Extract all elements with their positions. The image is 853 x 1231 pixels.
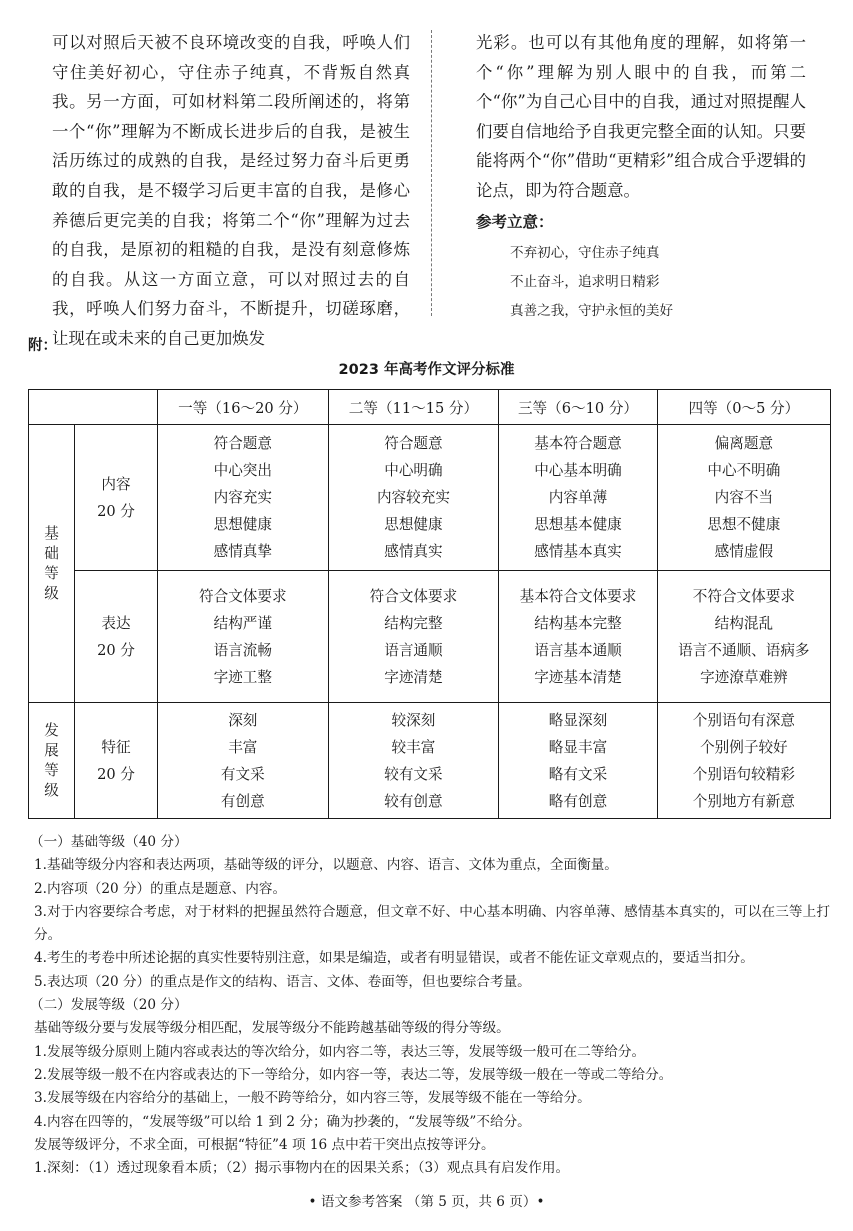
cell: 符合题意 中心明确 内容较充实 思想健康 感情真实 <box>328 425 499 571</box>
category-points: 20 分 <box>97 641 135 659</box>
table-row-content <box>29 425 831 571</box>
category-expression <box>75 571 158 703</box>
rule-line: 3.发展等级在内容给分的基础上，一般不跨等给分，如内容三等，发展等级不能在一等给分。 <box>34 1090 591 1107</box>
rule-line: 3.对于内容要综合考虑，对于材料的把握虽然符合题意，但文章不好、中心基本明确、内容单薄、感情基本真实的，可以在三等上打分。 <box>34 903 830 944</box>
cell: 符合文体要求 结构完整 语言通顺 字迹清楚 <box>328 571 499 703</box>
header-grade-2: 二等（11～15 分） <box>328 390 499 425</box>
level-development: 发展等级 <box>29 703 75 819</box>
rule-line: 1.发展等级分原则上随内容或表达的等次给分，如内容二等，表达三等，发展等级一般可在二等给分。 <box>34 1043 646 1060</box>
rule-line: 1.深刻：（1）透过现象看本质；（2）揭示事物内在的因果关系；（3）观点具有启发作用。 <box>34 1160 570 1177</box>
table-title: 2023 年高考作文评分标准 <box>338 362 515 378</box>
cell: 偏离题意 中心不明确 内容不当 思想不健康 感情虚假 <box>657 425 830 571</box>
header-grade-4: 四等（0～5 分） <box>657 390 830 425</box>
category-feature <box>75 703 158 819</box>
table-row-expression <box>29 571 831 703</box>
right-paragraph: 光彩。也可以有其他角度的理解，如将第一个“你”理解为别人眼中的自我，而第二个“你”为自己心目中的自我，通过对照提醒人们要自信地给予自我更完整全面的认知。只要能将两个“你”借助“更精彩”组合成合乎逻辑的论点，即为符合题意。 <box>476 33 806 200</box>
left-paragraph: 可以对照后天被不良环境改变的自我，呼唤人们守住美好初心，守住赤子纯真，不背叛自然真我。另一方面，可如材料第二段所阐述的，将第一个“你”理解为不断成长进步后的自我，是被生活历练过的成熟的自我，是经过努力奋斗后更勇敢的自我，是不辍学习后更丰富的自我，是修心养德后更完美的自我；将第二个“你”理解为过去的自我，是原初的粗糙的自我，是没有刻意修炼的自我。从这一方面立意，可以对照过去的自我，呼唤人们努力奋斗，不断提升，切磋琢磨，让现在或未来的自己更加焕发 <box>52 33 410 348</box>
reference-item: 真善之我，守护永恒的美好 <box>510 303 674 320</box>
cell: 个别语句有深意 个别例子较好 个别语句较精彩 个别地方有新意 <box>657 703 830 819</box>
cell: 深刻 丰富 有文采 有创意 <box>158 703 329 819</box>
scoring-table <box>28 389 831 819</box>
cell: 符合题意 中心突出 内容充实 思想健康 感情真挚 <box>158 425 329 571</box>
reference-title: 参考立意： <box>476 212 554 231</box>
cell: 基本符合文体要求 结构基本完整 语言基本通顺 字迹基本清楚 <box>499 571 657 703</box>
left-text-column <box>52 28 410 354</box>
page-footer: • 语文参考答案 （第 5 页，共 6 页）• <box>308 1194 545 1210</box>
category-name: 表达 <box>101 614 131 632</box>
scoring-rules <box>30 831 830 1180</box>
rule-line: 4.内容在四等的，“发展等级”可以给 1 到 2 分；确为抄袭的，“发展等级”不给分。 <box>34 1113 531 1130</box>
cell: 不符合文体要求 结构混乱 语言不通顺、语病多 字迹潦草难辨 <box>657 571 830 703</box>
rule-line: （一）基础等级（40 分） <box>30 834 188 850</box>
header-corner <box>29 390 158 425</box>
category-content <box>75 425 158 571</box>
reference-item: 不止奋斗，追求明日精彩 <box>510 274 660 291</box>
rule-line: 1.基础等级分内容和表达两项，基础等级的评分，以题意、内容、语言、文体为重点，全面衡量。 <box>34 857 618 874</box>
cell: 基本符合题意 中心基本明确 内容单薄 思想基本健康 感情基本真实 <box>499 425 657 571</box>
rule-line: 4.考生的考卷中所述论据的真实性要特别注意，如果是编造，或者有明显错误，或者不能佐证文章观点的，要适当扣分。 <box>34 950 754 967</box>
reference-item: 不弃初心，守住赤子纯真 <box>510 245 660 262</box>
cell: 符合文体要求 结构严谨 语言流畅 字迹工整 <box>158 571 329 703</box>
cell: 较深刻 较丰富 较有文采 较有创意 <box>328 703 499 819</box>
table-header-row <box>29 390 831 425</box>
rule-line: 2.发展等级一般不在内容或表达的下一等给分，如内容一等，表达二等，发展等级一般在一等或二等给分。 <box>34 1066 673 1083</box>
column-divider <box>431 30 432 316</box>
rule-line: （二）发展等级（20 分） <box>30 997 188 1014</box>
category-name: 特征 <box>101 738 131 756</box>
cell: 略显深刻 略显丰富 略有文采 略有创意 <box>499 703 657 819</box>
category-points: 20 分 <box>97 502 135 520</box>
appendix-label: 附： <box>28 338 57 354</box>
rule-line: 发展等级评分，不求全面，可根据“特征”4 项 16 点中若干突出点按等评分。 <box>34 1136 495 1153</box>
rule-line: 2.内容项（20 分）的重点是题意、内容。 <box>34 880 287 897</box>
reference-list <box>510 239 806 326</box>
header-grade-1: 一等（16～20 分） <box>158 390 329 425</box>
level-basic: 基础等级 <box>29 425 75 703</box>
category-points: 20 分 <box>97 765 135 783</box>
category-name: 内容 <box>101 475 131 493</box>
rule-line: 基础等级分要与发展等级分相匹配，发展等级分不能跨越基础等级的得分等级。 <box>34 1020 510 1037</box>
table-row-feature <box>29 703 831 819</box>
right-text-column <box>476 28 806 326</box>
header-grade-3: 三等（6～10 分） <box>499 390 657 425</box>
rule-line: 5.表达项（20 分）的重点是作文的结构、语言、文体、卷面等，但也要综合考量。 <box>34 973 531 990</box>
